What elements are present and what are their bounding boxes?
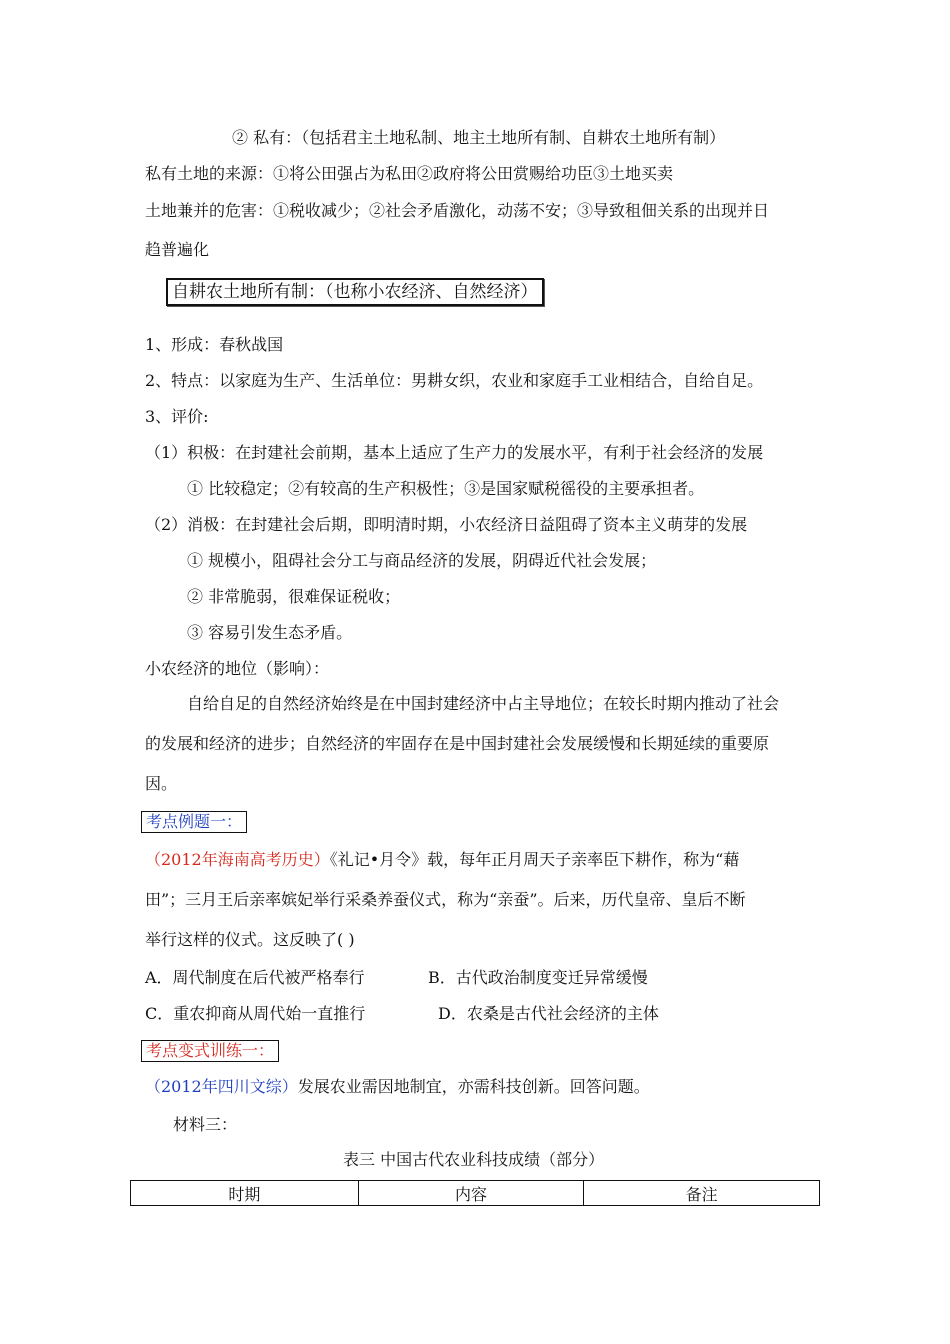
header-period: 时期 (131, 1181, 359, 1206)
negative-point-3: ③ 容易引发生态矛盾。 (187, 623, 353, 642)
option-b: B．古代政治制度变迁异常缓慢 (428, 968, 648, 987)
option-c: C．重农抑商从周代始一直推行 (145, 1004, 366, 1023)
example-question-line-2: 田”；三月王后亲率嫔妃举行采桑养蚕仪式，称为“亲蚕”。后来，历代皇帝、皇后不断 (145, 890, 746, 909)
formation-line: 1、形成：春秋战国 (145, 335, 284, 354)
example-question-line-3: 举行这样的仪式。这反映了( ) (145, 930, 355, 949)
private-land-source: 私有土地的来源：①将公田强占为私田②政府将公田赏赐给功臣③土地买卖 (145, 164, 674, 183)
training-text: 发展农业需因地制宜，亦需科技创新。回答问题。 (297, 1077, 650, 1096)
agri-tech-table (130, 1180, 820, 1206)
private-ownership-line: ② 私有：（包括君主土地私制、地主土地所有制、自耕农土地所有制） (232, 128, 726, 147)
land-annexation-harm-cont: 趋普遍化 (145, 240, 210, 259)
status-heading: 小农经济的地位（影响）： (145, 659, 330, 678)
evaluation-heading: 3、评价: (145, 407, 209, 426)
example-question-text: 《礼记•月令》载，每年正月周天子亲率臣下耕作，称为“藉 (329, 850, 740, 869)
positive-points: ① 比较稳定；②有较高的生产积极性；③是国家赋税徭役的主要承担者。 (187, 479, 705, 498)
positive-line: （1）积极：在封建社会前期，基本上适应了生产力的发展水平，有利于社会经济的发展 (145, 443, 764, 462)
header-content: 内容 (358, 1181, 584, 1206)
training-line (145, 1077, 650, 1097)
section-title-box: 自耕农土地所有制：（也称小农经济、自然经济） (166, 278, 544, 306)
feature-line: 2、特点：以家庭为生产、生活单位：男耕女织，农业和家庭手工业相结合，自给自足。 (145, 371, 764, 390)
table-caption: 表三 中国古代农业科技成绩（部分） (343, 1150, 605, 1169)
example-label: 考点例题一： (141, 811, 247, 833)
status-paragraph-1: 自给自足的自然经济始终是在中国封建经济中占主导地位；在较长时期内推动了社会 (187, 694, 780, 713)
training-source: （2012年四川文综） (145, 1077, 298, 1096)
negative-point-1: ① 规模小，阻碍社会分工与商品经济的发展，阴碍近代社会发展； (187, 551, 657, 570)
option-a: A．周代制度在后代被严格奉行 (145, 968, 365, 987)
negative-line: （2）消极：在封建社会后期，即明清时期，小农经济日益阻碍了资本主义萌芽的发展 (145, 515, 748, 534)
negative-point-2: ② 非常脆弱，很难保证税收； (187, 587, 401, 606)
example-source: （2012年海南高考历史） (145, 850, 330, 869)
training-label: 考点变式训练一： (141, 1040, 279, 1062)
status-paragraph-2: 的发展和经济的进步；自然经济的牢固存在是中国封建社会发展缓慢和长期延续的重要原 (145, 734, 770, 753)
example-question-line-1 (145, 850, 739, 870)
option-d: D．农桑是古代社会经济的主体 (438, 1004, 659, 1023)
material-label: 材料三： (173, 1115, 238, 1134)
status-paragraph-3: 因。 (145, 774, 178, 793)
land-annexation-harm: 土地兼并的危害：①税收减少；②社会矛盾激化，动荡不安；③导致租佃关系的出现并日 (145, 201, 770, 220)
header-notes: 备注 (584, 1181, 820, 1206)
table-header-row (131, 1181, 820, 1206)
